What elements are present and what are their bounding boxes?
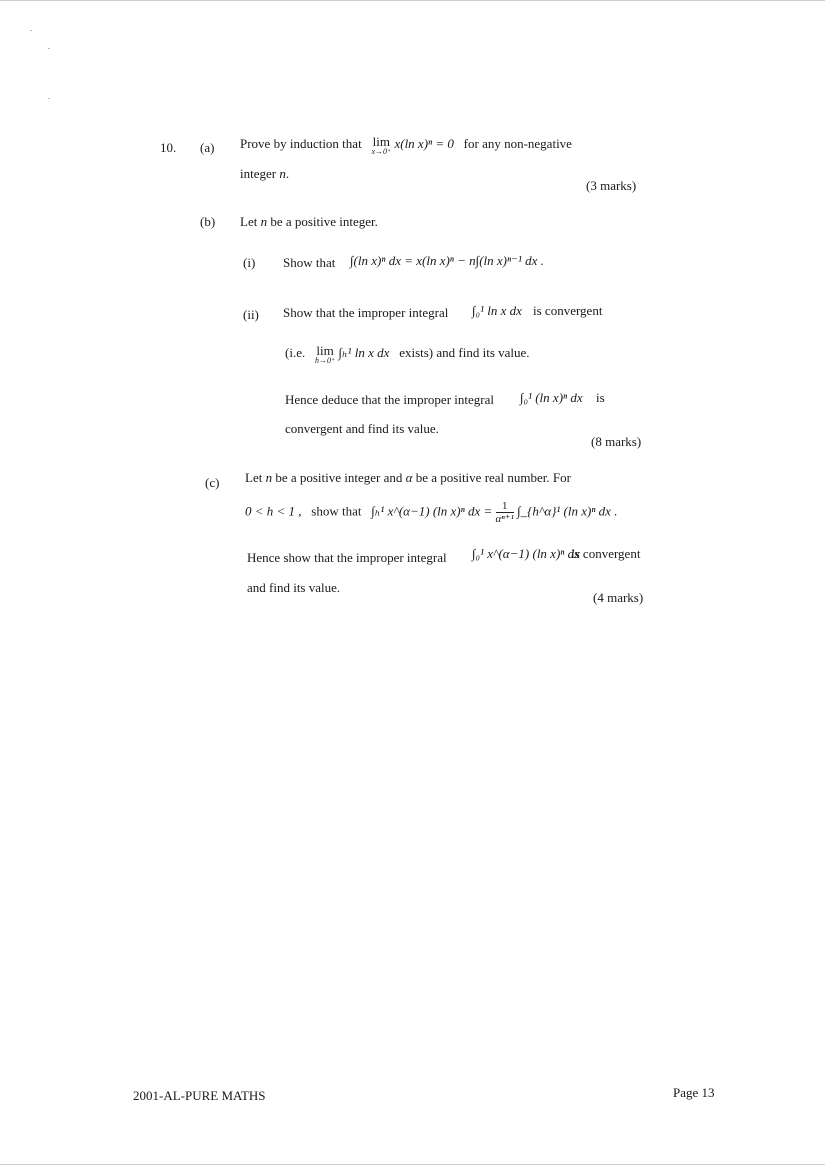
part-b-ii-label: (ii) [243, 307, 259, 322]
part-b-intro-post: be a positive integer. [270, 214, 378, 229]
scan-speck [48, 98, 50, 99]
part-c-line2 [245, 500, 617, 525]
part-b-i-label: (i) [243, 255, 256, 270]
lim-word: lim [372, 134, 390, 149]
footer-page-number: Page 13 [673, 1085, 715, 1100]
part-b-label: (b) [200, 214, 216, 229]
limit-expression-h [315, 345, 335, 365]
part-b-ii-line2 [285, 345, 530, 365]
part-a-expr: x(ln x)ⁿ = 0 [394, 136, 454, 151]
part-c-line3-post: is convergent [571, 546, 641, 561]
part-b-ii-integral1: ∫₀¹ ln x dx [472, 303, 522, 318]
footer-paper-code: 2001-AL-PURE MATHS [133, 1088, 266, 1103]
part-a-label: (a) [200, 140, 215, 155]
fraction-denominator: αⁿ⁺¹ [495, 513, 514, 525]
part-b-ii-line2-pre: (i.e. [285, 345, 306, 360]
question-number: 10. [160, 140, 177, 155]
scan-speck [30, 30, 32, 31]
part-c-line3-pre: Hence show that the improper integral [247, 550, 447, 565]
part-c-text1-pre: Let [245, 470, 263, 485]
part-c-fraction [496, 500, 514, 525]
part-c-line1 [245, 470, 571, 486]
part-b-ii-line2-post: exists) and find its value. [399, 345, 530, 360]
part-b-marks: (8 marks) [591, 434, 642, 449]
part-a-marks: (3 marks) [586, 178, 637, 193]
lim-subscript: x→0⁺ [371, 147, 392, 156]
part-b-intro-var: n [260, 214, 268, 229]
part-a-line2-var: n [279, 166, 286, 181]
part-c-label: (c) [205, 475, 220, 490]
part-b-ii-line3-pre: Hence deduce that the improper integral [285, 392, 494, 407]
part-c-var-alpha: α [405, 470, 413, 485]
part-b-intro [240, 214, 378, 230]
part-b-ii-text2: is convergent [533, 303, 603, 318]
part-c-condition: 0 < h < 1 , [245, 503, 302, 519]
part-c-rhs: ∫_{h^α}¹ (ln x)ⁿ dx . [517, 503, 618, 519]
part-a-line2 [240, 166, 289, 182]
part-b-ii-line3-post: is [596, 390, 605, 405]
lim-subscript-h: h→0⁺ [314, 356, 336, 365]
part-a-line2-post: . [285, 166, 290, 181]
part-b-i-text: Show that [283, 255, 336, 270]
part-b-i-formula: ∫(ln x)ⁿ dx = x(ln x)ⁿ − n∫(ln x)ⁿ⁻¹ dx . [350, 253, 544, 268]
part-b-ii-line2-integral: ∫ₕ¹ ln x dx [338, 345, 390, 360]
part-c-line3-integral: ∫₀¹ x^(α−1) (ln x)ⁿ dx [472, 546, 580, 561]
part-b-intro-pre: Let [240, 214, 258, 229]
part-b-ii-text1: Show that the improper integral [283, 305, 449, 320]
part-a-line2-pre: integer [240, 166, 277, 181]
part-c-show-that: show that [311, 503, 362, 519]
limit-expression [371, 136, 391, 156]
part-c-text1-mid: be a positive integer and [275, 470, 403, 485]
scan-speck [48, 48, 50, 49]
part-b-ii-line4: convergent and find its value. [285, 421, 439, 436]
part-c-var-n: n [265, 470, 273, 485]
part-a-text1: Prove by induction that [240, 136, 362, 151]
part-c-lhs: ∫ₕ¹ x^(α−1) (ln x)ⁿ dx = [371, 503, 493, 519]
scan-edge-top [0, 0, 825, 1]
part-a-line1 [240, 136, 572, 156]
part-a-text2: for any non-negative [463, 136, 572, 151]
lim-word-h: lim [316, 343, 334, 358]
part-c-line4: and find its value. [247, 580, 341, 595]
scan-edge-bottom [0, 1164, 825, 1165]
part-c-text1-post: be a positive real number. For [415, 470, 571, 485]
part-b-ii-line3-integral: ∫₀¹ (ln x)ⁿ dx [520, 390, 583, 405]
part-c-marks: (4 marks) [593, 590, 644, 605]
fraction-numerator: 1 [496, 500, 514, 513]
